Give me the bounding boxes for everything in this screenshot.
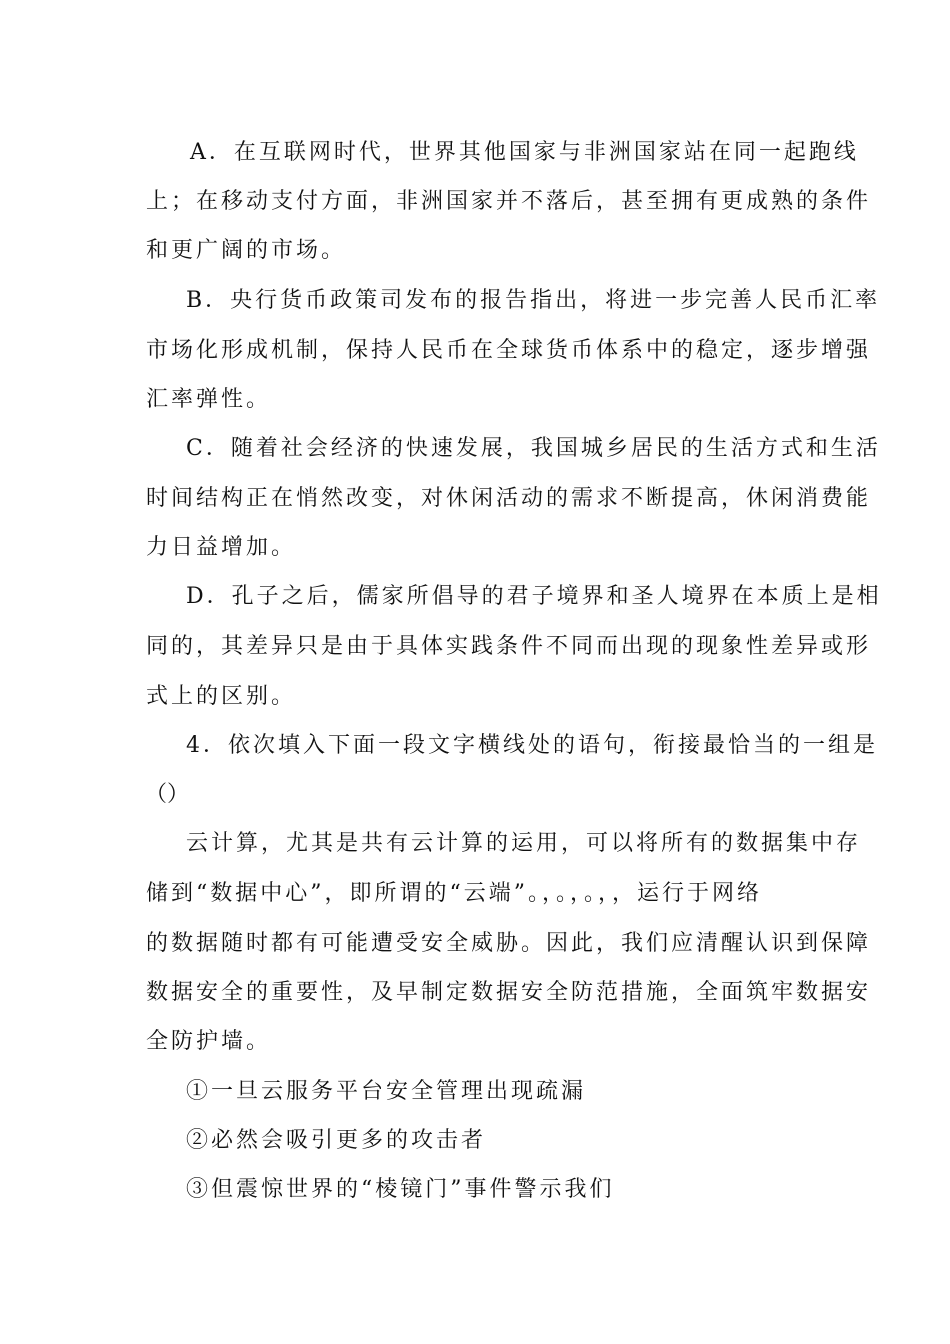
passage-line-1: 云计算，尤其是共有云计算的运用，可以将所有的数据集中存: [186, 831, 862, 856]
option-b-line-1: B．央行货币政策司发布的报告指出，将进一步完善人民币汇率: [186, 288, 881, 313]
question-4-line-1: 4．依次填入下面一段文字横线处的语句，衔接最恰当的一组是: [186, 733, 878, 758]
option-a-line-2: 上；在移动支付方面，非洲国家并不落后，甚至拥有更成熟的条件: [146, 189, 872, 214]
sentence-3: ③但震惊世界的“棱镜门”事件警示我们: [186, 1177, 615, 1202]
option-a-line-1: A．在互联网时代，世界其他国家与非洲国家站在同一起跑线: [190, 140, 859, 165]
option-d-line-1: D．孔子之后，儒家所倡导的君子境界和圣人境界在本质上是相: [186, 584, 882, 609]
passage-line-5: 全防护墙。: [146, 1029, 272, 1054]
option-b-line-3: 汇率弹性。: [146, 387, 272, 412]
option-c-line-3: 力日益增加。: [146, 535, 297, 560]
passage-line-4: 数据安全的重要性，及早制定数据安全防范措施，全面筑牢数据安: [146, 980, 872, 1005]
option-a-line-3: 和更广阔的市场。: [146, 238, 347, 263]
option-c-line-2: 时间结构正在悄然改变，对休闲活动的需求不断提高，休闲消费能: [146, 486, 872, 511]
question-4-answer-blank: （）: [145, 782, 190, 807]
option-b-line-2: 市场化形成机制，保持人民币在全球货币体系中的稳定，逐步增强: [146, 338, 872, 363]
option-d-line-2: 同的，其差异只是由于具体实践条件不同而出现的现象性差异或形: [146, 634, 872, 659]
passage-line-3: 的数据随时都有可能遭受安全威胁。因此，我们应清醒认识到保障: [146, 931, 872, 956]
option-d-line-3: 式上的区别。: [146, 684, 297, 709]
option-c-line-1: C．随着社会经济的快速发展，我国城乡居民的生活方式和生活: [186, 436, 881, 461]
sentence-1: ①一旦云服务平台安全管理出现疏漏: [186, 1079, 587, 1104]
sentence-2: ②必然会吸引更多的攻击者: [186, 1128, 487, 1153]
passage-line-2: 储到“数据中心”，即所谓的“云端”。，。，。，，运行于网络: [146, 881, 762, 906]
